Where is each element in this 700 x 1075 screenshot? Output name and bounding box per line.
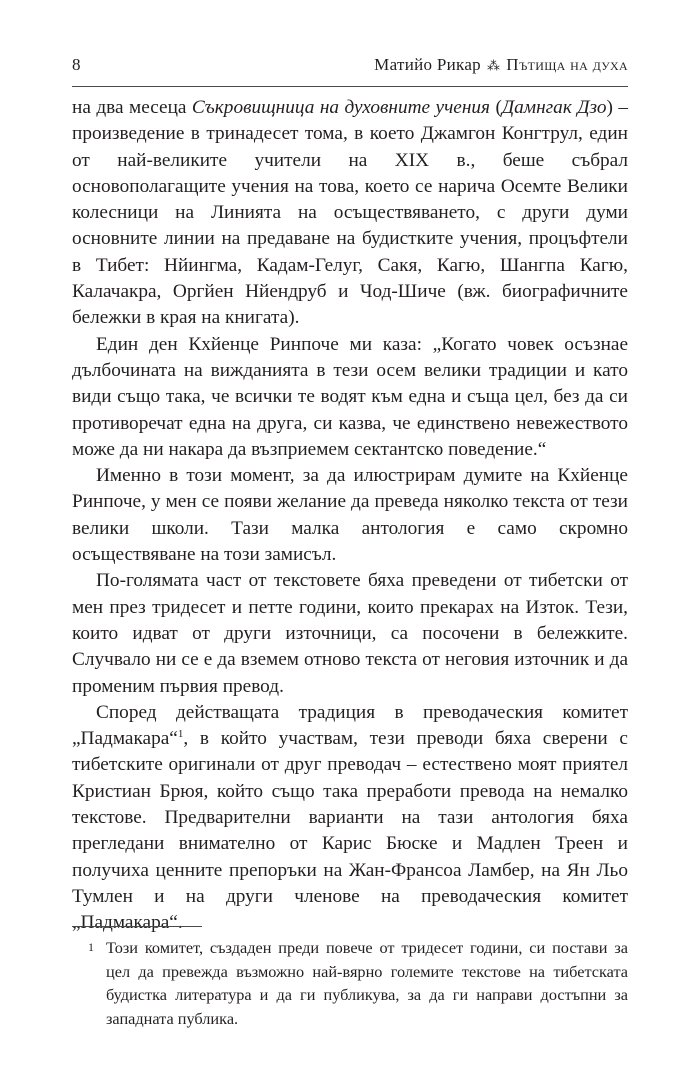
italic-title: Дамнгак Дзо (501, 97, 607, 118)
running-header (72, 55, 628, 75)
paragraph-4: По-голямата част от текстовете бяха преведени от тибетски от мен през тридесет и петте години, които прекарах на Изток. Тези, които идват от други източници, са посочени в бележките. Случвало ни се е да вземем отново текста от неговия източник и да променим първия превод. (72, 570, 628, 697)
page-number: 8 (72, 55, 81, 74)
paragraph-3: Именно в този момент, за да илюстрирам думите на Кхйенце Ринпоче, у мен се появи желание да преведа няколко текста от тези велики школи. Тази малка антология е само скромно осъществяване на този замисъл. (72, 465, 628, 566)
running-title (374, 55, 628, 75)
footnote-number: 1 (88, 940, 94, 954)
footnote (72, 936, 628, 1030)
header-separator: ⁂ (486, 58, 501, 73)
author-name: Матийо Рикар (374, 55, 481, 74)
book-title: Пътища на духа (506, 55, 628, 74)
paragraph-1: на два месеца Съкровищница на духовните учения (Дамнгак Дзо) – произведение в тринадесет тома, в което Джамгон Конгтрул, един от най-великите учители на XIX в., беше събрал основополагащите учения на това, което се нарича Осемте Велики колесници на Линията на осъществяването, с други думи основните линии на предаване на будистките учения, процъфтели в Тибет: Нйингма, Кадам-Гелуг, Сакя, Кагю, Шангпа Кагю, Калачакра, Оргйен Нйендруб и Чод-Шиче (вж. биографичните бележки в края на книгата). (72, 97, 628, 329)
header-divider (72, 86, 628, 87)
italic-title: Съкровищница на духовните учения (191, 97, 490, 118)
paragraph-5: Според действащата традиция в преводаческия комитет „Падмакара“$^1$, в който участвам, тези преводи бяха сверени с тибетските оригинали от друг преводач – естествено моят приятел Кристиан Брюя, който също така преработи превода на немалко текстове. Предварителни варианти на тази антология бяха прегледани внимателно от Карис Бюске и Мадлен Треен и получиха ценните препоръки на Жан-Франсоа Ламбер, на Ян Льо Тумлен и на други членове на преводаческия комитет „Падмакара“. (72, 701, 628, 934)
footnote-divider (72, 926, 202, 927)
paragraph-2: Един ден Кхйенце Ринпоче ми каза: „Когато човек осъзнае дълбочината на вижданията в тези осем велики традиции и като види също така, че всички те водят към една и съща цел, без да си противоречат една на друга, си казва, че единствено невежеството може да ни накара да възприемем сектантско поведение.“ (72, 333, 628, 460)
footnote-text: Този комитет, създаден преди повече от тридесет години, си постави за цел да превежда възможно най-вярно големите текстове на тибетската будистка литература и да ги публикува, за да ги направи достъпни за западната публика. (106, 938, 628, 1028)
body-text (72, 95, 628, 937)
footnote-reference[interactable]: 1 (177, 728, 184, 741)
